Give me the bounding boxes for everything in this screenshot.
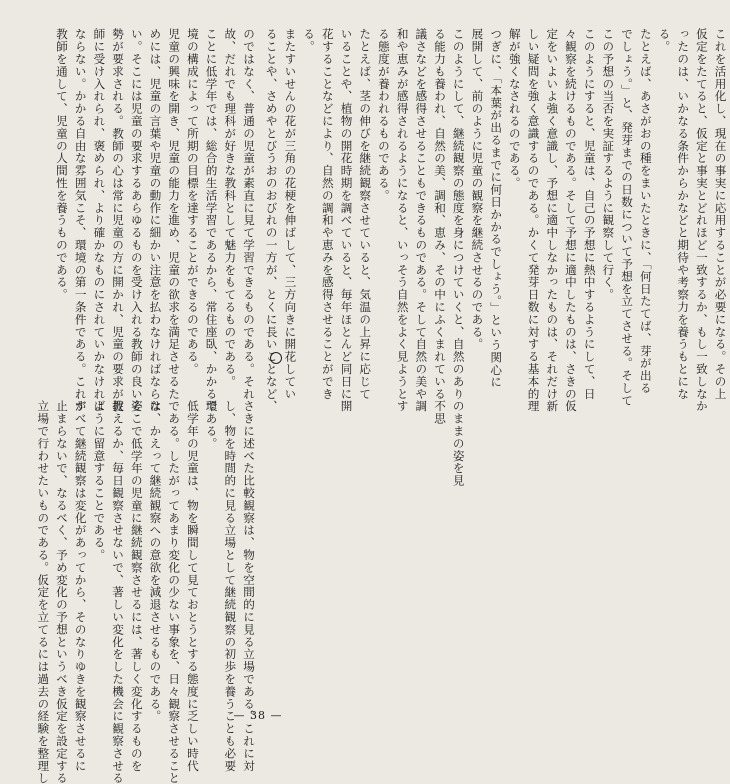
- text-line: る態度が養われるものである。: [376, 28, 391, 202]
- text-line: このようにすると、児童は、自己の予想に熱中するようにして、日: [582, 28, 597, 400]
- text-line: めには、児童の言葉や児童の動作に細かい注意を払わなければならな: [148, 28, 163, 413]
- text-line: る能力も養われ、自然の美、調和、恵み、その中にふくまれている不思: [433, 28, 448, 425]
- text-line: 々観察を続けるものである。そして予想に適中したものは、さきの仮: [563, 28, 578, 413]
- text-line: である。: [204, 400, 219, 450]
- text-line: 定をいよいよ強く意識し、予想に適中しなかったものは、それだけ新: [545, 28, 560, 413]
- text-line: ならない。かかる自由な雰囲気こそ、環境の第一条件である。これが: [73, 28, 88, 413]
- text-line: これを活用化し、現在の事実に応用することが必要になる。その上: [713, 28, 728, 400]
- text-line: さきに述べた比較観察は、物を空間的に見る立場である。これに対: [242, 400, 256, 772]
- text-line: 捉えるか、毎日観察させないで、著しい変化をした機会に観察させる: [111, 400, 126, 784]
- text-line: のではなく、普通の児童が素直に見て学習できるものである。それ: [242, 28, 256, 400]
- text-line: 立場で行わせたいものである。仮定を立てるには過去の経験を整理し: [36, 400, 51, 784]
- text-line: 教師を通して、児童の人間性を養うものである。: [54, 28, 69, 301]
- text-line: つぎに、「本葉が出るまでに何日かかるでしょう。」という関心に: [489, 28, 504, 389]
- text-line: たとえば、あさがおの種をまいたときに、「何日たてば、芽が出る: [638, 28, 653, 395]
- right-text-block: [262, 28, 730, 700]
- text-line: 仮定をたてると、仮定と事実とどれほど一致するか、もし一致しなか: [694, 28, 709, 413]
- text-line: し、物を時間的に見る立場として継続観察の初歩を養うことも必要: [223, 400, 238, 772]
- text-line: 展開して、前のように児童の観察を継続させるのである。: [470, 28, 485, 351]
- text-line: 低学年の児童は、物を瞬間して見ておとうとする態度に乏しい時代: [185, 400, 200, 772]
- text-line: 師に受け入れられ、褒められ、より確かなものにされていかなければ: [92, 28, 107, 413]
- text-line: 止まらないで、なるべく、予め変化の予想というべき仮定を設定する: [54, 400, 69, 784]
- text-line: 勢が要求される。教師の心は常に児童の方に開かれ、児童の要求が教: [111, 28, 126, 413]
- text-line: 解が強くなされるのである。: [507, 28, 522, 190]
- text-line: 故、だれでも理科が好きな教科として魅力をもてるものである。: [223, 28, 238, 388]
- page-number: — 38 —: [233, 709, 283, 722]
- text-line: ったのは、いかなる条件からかなどと期待や考察力を養うもとにな: [676, 28, 691, 400]
- text-line: は、かえって継続観察への意欲を減退させるものである。: [148, 400, 163, 723]
- text-line: この予想の当否を実証するように観察して行く。: [601, 28, 616, 301]
- text-line: る。: [657, 28, 672, 53]
- text-line: 議さなどを感得させることもできるものである。そして自然の美や調: [414, 28, 429, 413]
- text-line: すべて継続観察は変化があってから、そのなりゆきを観察させるに: [73, 400, 88, 772]
- text-line: い。そこには児童の要求するあらゆるものを受け入れる教師の良い姿: [129, 28, 144, 413]
- text-line: る。: [302, 28, 317, 53]
- text-line: いることや、植物の開花時期を調べていると、毎年ほとんど同日に開: [339, 28, 354, 413]
- left-upper-text-block: [52, 28, 258, 413]
- text-line: 境の構成によって所期の目標を達することができるのである。: [185, 28, 200, 376]
- text-line: ことに低学年では、総合的生活学習であるから、常住座臥、かかる環: [204, 28, 219, 413]
- text-line: 児童の興味を開き、児童の能力を進め、児童の欲求を満足させるた: [167, 28, 182, 400]
- text-line: しい疑問を強く意識するのである。かくて発芽日数に対する基本的理: [526, 28, 541, 413]
- text-line: 花することなどにより、自然の調和や恵みを感得させることができ: [320, 28, 335, 400]
- text-line: 和や恵みが感得されるようになると、いっそう自然をよく見ようとす: [395, 28, 410, 413]
- text-line: ることや、さめやとびうおのおびれの一方が、とくに長いことなど、: [264, 28, 279, 413]
- text-line: でしょう。」と、発芽までの日数について予想を立てさせる。そして: [620, 28, 635, 407]
- text-line: そこで低学年の児童に継続観察させるには、著しく変化するものを: [129, 400, 144, 772]
- text-line: ように留意することである。: [92, 400, 107, 562]
- text-line: このようにして、継続観察の態度を身につけていくと、自然のありのままの姿を見: [451, 28, 466, 487]
- text-line: またすいせんの花が三角の花梗を伸ばして、三方向きに開花してい: [283, 28, 298, 400]
- text-line: である。したがってあまり変化の少ない事象を、日々観察させること: [167, 400, 182, 784]
- text-line: たとえば、茎の伸びを継続観察させていると、気温の上昇に応じて: [358, 28, 373, 400]
